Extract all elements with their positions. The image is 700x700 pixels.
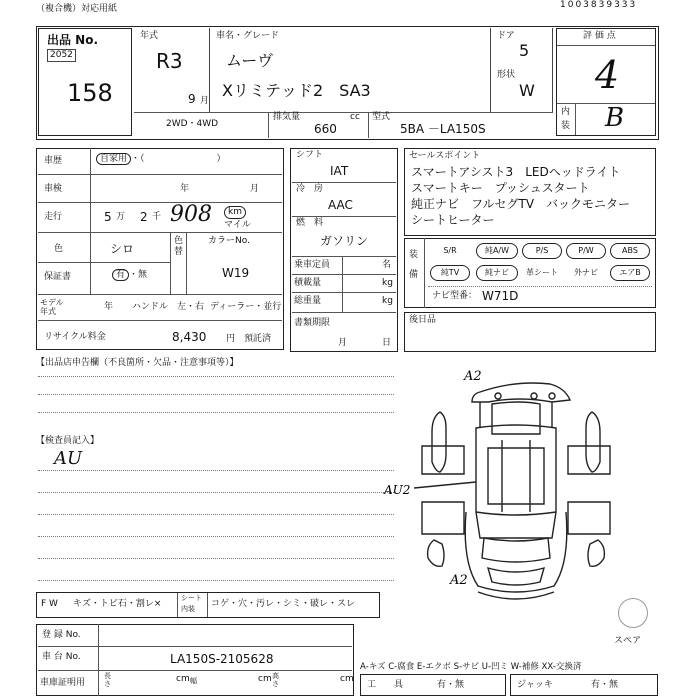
car-name: ムーヴ — [226, 51, 274, 70]
model-year-label: モデル年式 — [40, 298, 64, 316]
capacity-label: 乗車定員 — [294, 260, 331, 270]
history-circled: 自家用 — [96, 153, 131, 165]
spare-label: スペア — [614, 636, 642, 646]
doc-day: 日 — [382, 338, 392, 348]
sales-line-4: シートヒーター — [411, 213, 495, 227]
car-outline — [414, 383, 610, 599]
doc-month: 月 — [338, 338, 348, 348]
equip-power-windows: P/W — [566, 243, 606, 259]
equipment-label-2: 備 — [409, 270, 419, 280]
weight-label: 総重量 — [294, 296, 322, 306]
car-name-cell — [212, 28, 490, 112]
shaken-year: 年 — [180, 184, 190, 194]
dealer-type: ディーラー・並行 — [210, 302, 282, 312]
doors-label: ドア — [497, 31, 515, 41]
score-label: 評 価 点 — [583, 31, 616, 41]
equip-tv: 純TV — [430, 265, 470, 281]
top-note: （複合機）対応用紙 — [36, 4, 118, 14]
jack-value: 有・無 — [591, 680, 619, 690]
inspector-note: AU — [54, 448, 83, 469]
lot-number: 158 — [67, 79, 113, 107]
equip-abs: ABS — [610, 243, 650, 259]
history-rest: ・（ ） — [131, 154, 226, 164]
shape-label: 形状 — [497, 70, 516, 80]
fuel-label: 燃 料 — [296, 218, 324, 228]
sales-line-2: スマートキー プッシュスタート — [411, 181, 590, 195]
interior-label-1: 内 — [561, 107, 571, 117]
navi-model-label: ナビ型番： — [432, 291, 478, 301]
width-label: 幅 — [190, 677, 197, 685]
car-damage-diagram — [380, 362, 670, 612]
displacement-value: 660 — [314, 122, 337, 136]
doors-value: 5 — [519, 41, 530, 60]
height-unit: cm — [340, 674, 354, 684]
handle-side: ハンドル 左・右 — [132, 302, 205, 312]
equip-leather-seat: 革シート — [526, 268, 558, 277]
equip-aftermarket-navi: 外ナビ — [574, 268, 598, 277]
lot-cell — [38, 28, 132, 136]
shift-label: シフト — [296, 150, 324, 160]
later-items — [404, 312, 656, 352]
recycle-label: リサイクル料金 — [44, 332, 106, 342]
warranty-no: ・無 — [129, 270, 148, 280]
km-unit: km — [224, 206, 246, 219]
damage-mark-rear: A2 — [464, 369, 482, 384]
lot-label: 出品 No. — [47, 33, 99, 47]
history-label: 車歴 — [44, 156, 63, 166]
doc-deadline-label: 書類期限 — [294, 318, 331, 328]
spare-tire-icon — [618, 598, 648, 628]
drive-type: 2WD・4WD — [166, 119, 219, 129]
car-grade: Xリミテッド2 SA3 — [222, 81, 371, 100]
tools-label: 工 具 — [367, 680, 404, 690]
damage-mark-front: A2 — [450, 573, 468, 588]
shape-value: W — [519, 81, 535, 100]
color-label: 色 — [54, 244, 64, 254]
later-items-label: 後日品 — [409, 315, 437, 325]
displacement-unit: cc — [350, 112, 360, 122]
mileage-man: 5 — [104, 210, 112, 224]
history-value — [96, 154, 226, 165]
model-year-unit: 年 — [104, 302, 114, 312]
shaken-month: 月 — [250, 184, 260, 194]
sales-line-1: スマートアシスト3 LEDヘッドライト — [411, 165, 621, 179]
fw-label: F W — [41, 599, 58, 609]
fuel-value: ガソリン — [320, 234, 369, 248]
ac-label: 冷 房 — [296, 184, 324, 194]
color-no-value: W19 — [222, 266, 250, 280]
capacity-unit: 名 — [382, 260, 392, 270]
seat-label-1: シート — [181, 594, 202, 602]
door-shape-cell — [490, 28, 553, 112]
man-unit: 万 — [116, 212, 126, 222]
height-label: 高さ — [272, 672, 279, 688]
recycle-amount: 8,430 — [172, 330, 207, 344]
sales-points — [404, 148, 656, 236]
sales-label: セールスポイント — [409, 151, 481, 161]
car-name-label: 車名・グレード — [216, 31, 280, 41]
mile-unit: マイル — [224, 220, 251, 230]
warranty-yes: 有 — [112, 269, 129, 281]
reg-label: 登 録 No. — [42, 630, 81, 640]
fw-row — [36, 592, 380, 618]
tools-cell — [360, 674, 506, 696]
lot-stamp: 2052 — [47, 49, 76, 62]
load-unit: kg — [382, 278, 393, 288]
mileage-sen: 2 — [140, 210, 148, 224]
year-value: R3 — [156, 49, 183, 73]
model-label: 型式 — [372, 112, 391, 122]
mileage-label: 走行 — [44, 212, 63, 222]
length-unit: cm — [176, 674, 190, 684]
month-suffix: 月 — [200, 96, 210, 106]
score-value: 4 — [595, 53, 620, 97]
color-kind: 色替 — [174, 236, 184, 257]
jack-label: ジャッキ — [517, 680, 553, 690]
year-cell — [134, 28, 210, 112]
equipment-label-1: 装 — [409, 250, 419, 260]
sen-unit: 千 — [152, 212, 162, 222]
recycle-unit: 円 預託済 — [226, 334, 272, 344]
warranty-label: 保証書 — [44, 272, 72, 282]
shift-value: IAT — [330, 164, 349, 178]
displacement-label: 排気量 — [273, 112, 301, 122]
length-label: 長さ — [104, 672, 111, 688]
color-value: シロ — [110, 242, 135, 256]
width-unit: cm — [258, 674, 272, 684]
warranty-value — [112, 270, 147, 281]
chassis-label: 車 台 No. — [42, 652, 81, 662]
year-month: 9 — [188, 92, 196, 106]
chassis-number: LA150S-2105628 — [170, 652, 274, 666]
damage-mark-left: AU2 — [384, 483, 411, 497]
inspector-label: 【検査員記入】 — [36, 436, 100, 446]
color-no-label: カラーNo. — [208, 236, 250, 246]
serial-number: 1003839333 — [560, 0, 638, 10]
model-code: 5BA －LA150S — [400, 122, 486, 136]
damage-legend: A-キズ C-腐食 E-エクボ S-サビ U-凹ミ W-補修 XX-交換済 — [360, 662, 582, 672]
equip-power-steering: P/S — [522, 243, 562, 259]
interior-score: B — [605, 103, 625, 133]
mileage-written: 908 — [170, 202, 212, 227]
equip-airbag: エアB — [610, 265, 650, 281]
equip-sr: S/R — [443, 246, 457, 255]
seat-items: コゲ・穴・汚レ・シミ・破レ・スレ — [211, 599, 356, 609]
load-label: 積載量 — [294, 278, 322, 288]
jack-cell — [510, 674, 658, 696]
shaken-label: 車検 — [44, 184, 63, 194]
score-cell — [556, 28, 656, 136]
tools-value: 有・無 — [437, 680, 465, 690]
equip-alloy-wheels: 純A/W — [476, 243, 518, 259]
navi-model: W71D — [482, 289, 519, 303]
sales-line-3: 純正ナビ フルセグTV バックモニター — [411, 197, 631, 211]
ac-value: AAC — [328, 198, 353, 212]
seat-label-2: 内装 — [181, 605, 195, 613]
year-label: 年式 — [140, 31, 159, 41]
fw-items: キズ・トビ石・割レ× — [73, 599, 162, 609]
garage-cert-label: 車庫証明用 — [40, 678, 86, 688]
equip-genuine-navi: 純ナビ — [476, 265, 518, 281]
declaration-label: 【出品店申告欄（不良箇所・欠品・注意事項等）】 — [36, 358, 239, 368]
interior-label-2: 装 — [561, 121, 571, 131]
weight-unit: kg — [382, 296, 393, 306]
